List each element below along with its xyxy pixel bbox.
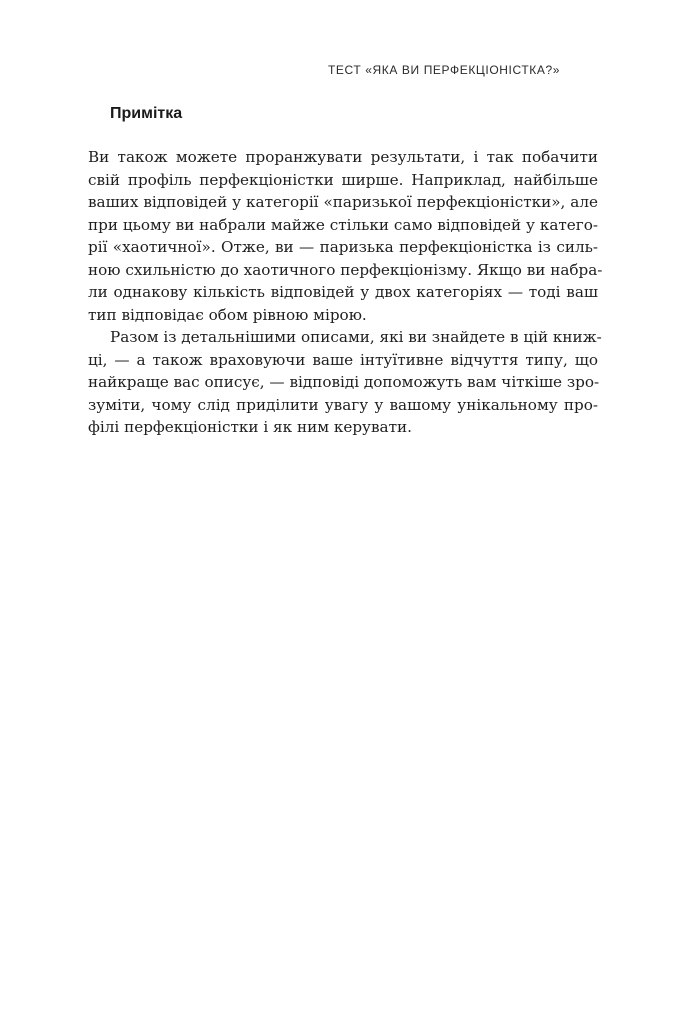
running-header: ТЕСТ «ЯКА ВИ ПЕРФЕКЦІОНІСТКА?» — [328, 63, 560, 77]
text-line: Ви також можете проранжувати результати, і так побачити — [88, 148, 598, 166]
paragraph-1 — [88, 146, 603, 326]
paragraph-2 — [88, 326, 602, 439]
text-line: рії «хаотичної». Отже, ви — паризька перфекціоністка із силь- — [88, 238, 598, 256]
text-line: при цьому ви набрали майже стільки само відповідей у катего- — [88, 215, 598, 234]
text-line: Разом із детальнішими описами, які ви знайдете в цій книж- — [110, 328, 602, 346]
text-line: ваших відповідей у категорії «паризької перфекціоністки», але — [88, 193, 598, 211]
text-line: свій профіль перфекціоністки ширше. Наприклад, найбільше — [88, 170, 598, 189]
body-text — [88, 146, 603, 439]
text-line: тип відповідає обом рівною мірою. — [88, 305, 367, 324]
section-title: Примітка — [110, 105, 183, 122]
text-line: зуміти, чому слід приділити увагу у вашому унікальному про- — [88, 395, 598, 414]
text-line: ною схильністю до хаотичного перфекціонізму. Якщо ви набра- — [88, 260, 603, 279]
text-line: ці, — а також враховуючи ваше інтуїтивне відчуття типу, що — [88, 350, 598, 369]
text-line: найкраще вас описує, — відповіді допоможуть вам чіткіше зро- — [88, 373, 600, 391]
text-line: філі перфекціоністки і як ним керувати. — [88, 418, 412, 436]
text-line: ли однакову кількість відповідей у двох категоріях — тоді ваш — [88, 283, 598, 301]
